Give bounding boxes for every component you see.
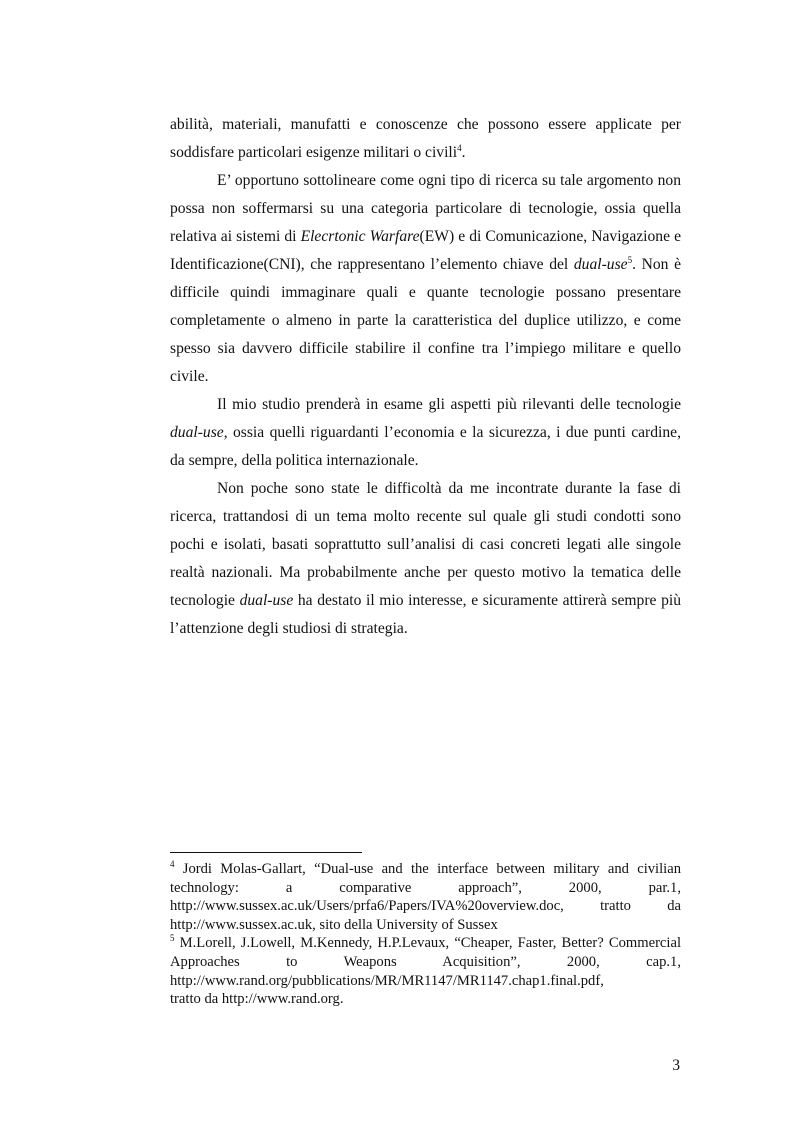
footnote-5-last-line: tratto da http://www.rand.org. [170, 991, 344, 1008]
paragraph-2 [170, 167, 681, 391]
paragraph-2-text-c: . Non è difficile quindi immaginare quali e quante tecnologie possano presentare completamente o almeno in parte la caratteristica del duplice utilizzo, e come spesso sia davvero difficile stabilire il confine tra l’impiego militare e quello civile. [170, 256, 681, 385]
paragraph-2-text-b: (EW) e di Comunicazione, Navigazione e Identificazione(CNI), che rappresentano l’elemento chiave del [170, 228, 682, 273]
term-dual-use: dual-use [239, 592, 294, 609]
footnote-ref-5[interactable]: 5 [627, 255, 633, 265]
paragraph-4-text-b: ha destato il mio interesse, e sicuramente attirerà sempre più l’attenzione degli studiosi di strategia. [170, 592, 681, 637]
footnote-text: M.Lorell, J.Lowell, M.Kennedy, H.P.Levaux, “Cheaper, Faster, Better? Commercial Approaches to Weapons Acquisition”, 2000, cap.1, http://www.rand.org/pubblications/MR/MR1147/MR1147.chap1.final.pdf, [170, 935, 681, 989]
paragraph-3 [170, 391, 681, 475]
footnote-number: 5 [170, 933, 175, 944]
paragraph-4-text-a: Non poche sono state le difficoltà da me incontrate durante la fase di ricerca, trattandosi di un tema molto recente sul quale gli studi condotti sono pochi e isolati, basati soprattutto sull’analisi di casi concreti legati alle singole realtà nazionali. Ma probabilmente anche per questo motivo la tematica delle tecnologie [170, 480, 681, 609]
footnote-separator [170, 852, 362, 853]
paragraph-1-text: abilità, materiali, manufatti e conoscenze che possono essere applicate per soddisfare particolari esigenze militari o civili [170, 116, 681, 161]
footnote-text: Jordi Molas-Gallart, “Dual-use and the interface between military and civilian technology: a comparative approach”, 2000, par.1, http://www.sussex.ac.uk/Users/prfa6/Papers/IVA%20overview.doc, tratto da http://www.sussex.ac.uk, sito della University of Sussex [170, 861, 681, 933]
paragraph-4 [170, 475, 681, 643]
term-dual-use: dual-use [170, 424, 224, 441]
footnote-ref-4[interactable]: 4 [457, 143, 462, 153]
page-number: 3 [672, 1057, 680, 1074]
term-electronic-warfare: Elecrtonic Warfare [300, 228, 420, 245]
paragraph-1 [170, 111, 681, 167]
footnote-5 [170, 934, 681, 990]
term-dual-use: dual-use [573, 256, 628, 273]
body-text [170, 111, 681, 643]
paragraph-3-text-a: Il mio studio prenderà in esame gli aspetti più rilevanti delle tecnologie [217, 396, 681, 413]
paragraph-3-text-b: , ossia quelli riguardanti l’economia e la sicurezza, i due punti cardine, da sempre, della politica internazionale. [170, 424, 681, 469]
paragraph-1-end: . [461, 144, 466, 161]
footnote-number: 4 [170, 859, 175, 869]
footnotes [170, 860, 681, 1009]
paragraph-2-text-a: E’ opportuno sottolineare come ogni tipo di ricerca su tale argomento non possa non soffermarsi su una categoria particolare di tecnologie, ossia quella relativa ai sistemi di [170, 172, 681, 245]
footnote-4 [170, 860, 681, 934]
